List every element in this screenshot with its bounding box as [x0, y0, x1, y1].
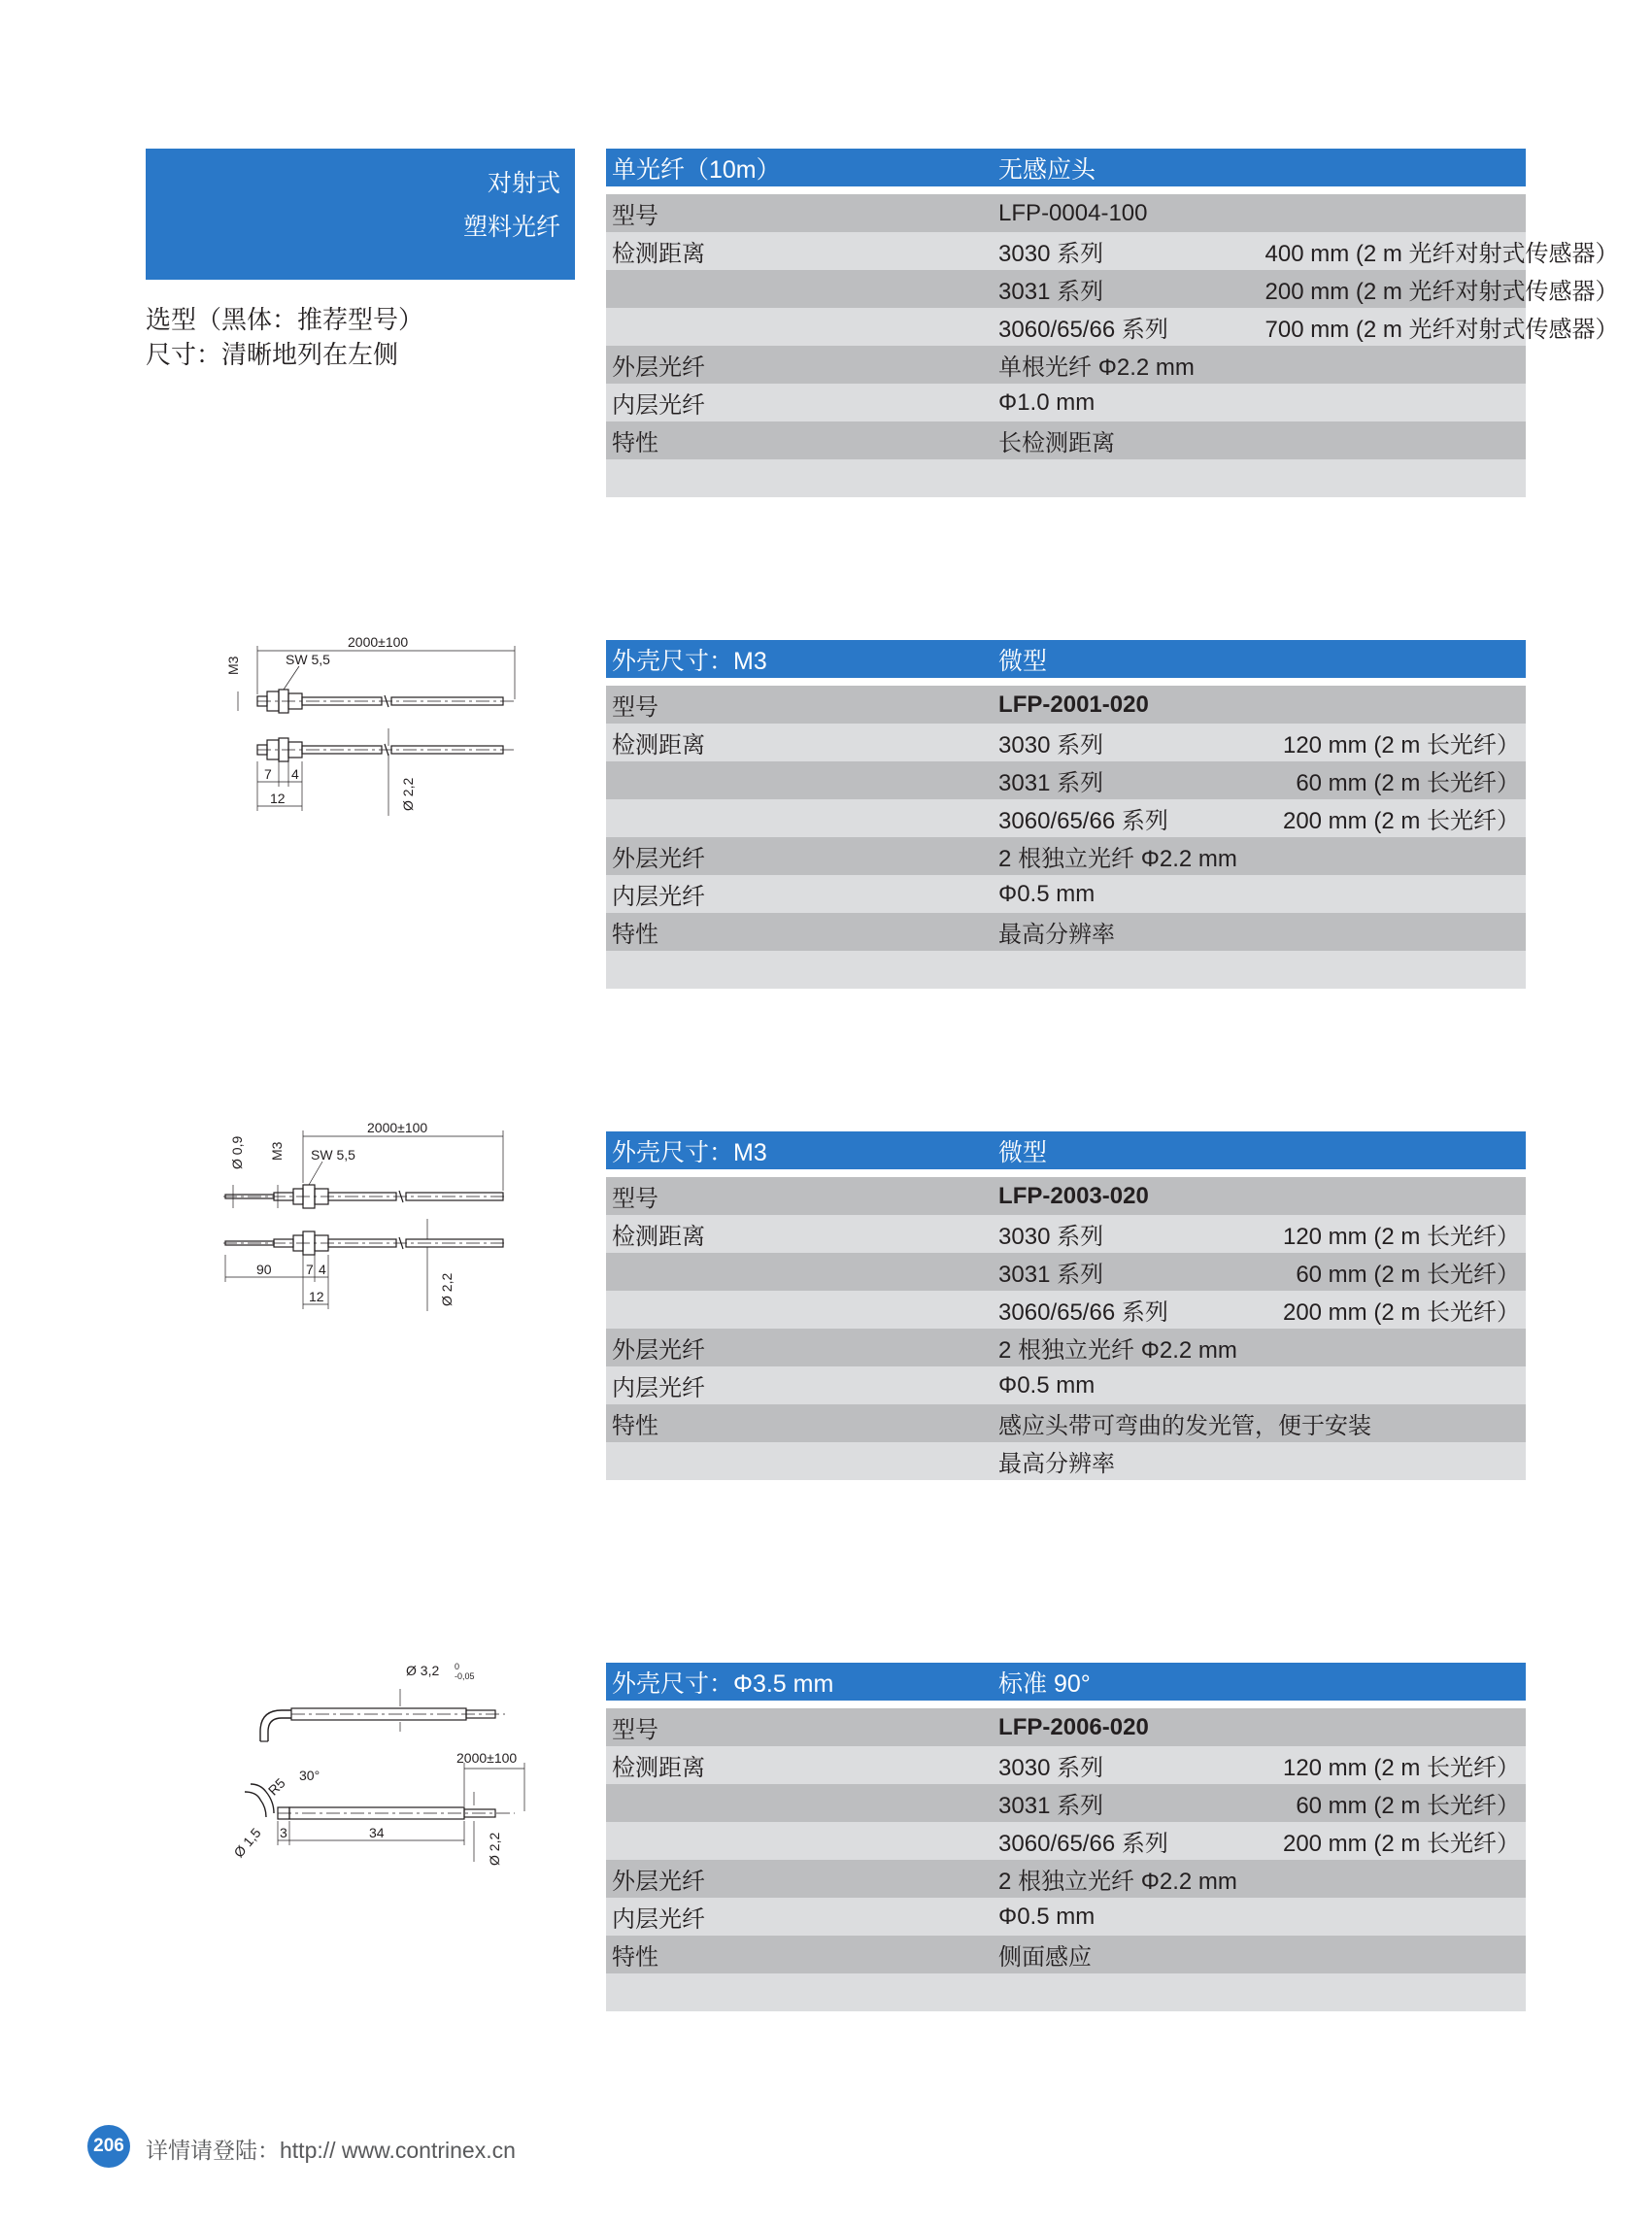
- model-label: 型号: [606, 686, 993, 724]
- inner-fiber-row: [606, 875, 1526, 913]
- length-dimension: 2000±100: [348, 634, 409, 650]
- dim-a: 7: [264, 766, 272, 782]
- distance-row: [606, 799, 1526, 837]
- inner-fiber-label: 内层光纤: [606, 875, 993, 913]
- distance-value: 60 mm (2 m 长光纤）: [1260, 1253, 1526, 1291]
- selection-note-line2: 尺寸：清晰地列在左侧: [146, 340, 399, 369]
- inner-fiber-label: 内层光纤: [606, 384, 993, 421]
- feature-value: [993, 1973, 1526, 2011]
- distance-row: [606, 1746, 1526, 1784]
- inner-fiber-value: Φ1.0 mm: [993, 384, 1526, 421]
- series-name: 3031 系列: [993, 761, 1259, 799]
- series-name: 3031 系列: [993, 270, 1259, 308]
- tube-tolerance-upper: 0: [455, 1662, 460, 1671]
- inner-fiber-value: Φ0.5 mm: [993, 875, 1526, 913]
- outer-fiber-label: 外层光纤: [606, 837, 993, 875]
- spec-header: [606, 640, 1526, 678]
- distance-row: [606, 724, 1526, 761]
- series-name: 3031 系列: [993, 1253, 1259, 1291]
- distance-label: 检测距离: [606, 1746, 993, 1784]
- model-label: 型号: [606, 194, 993, 232]
- dim-a: 3: [280, 1825, 287, 1840]
- feature-value: 感应头带可弯曲的发光管，便于安装: [993, 1404, 1526, 1442]
- feature-label: 特性: [606, 913, 993, 951]
- fiber-diameter: Ø 2,2: [487, 1832, 502, 1866]
- outer-fiber-label: 外层光纤: [606, 1329, 993, 1366]
- feature-row: [606, 1404, 1526, 1442]
- model-row: [606, 194, 1526, 232]
- inner-fiber-value: Φ0.5 mm: [993, 1898, 1526, 1936]
- fiber-diameter: Ø 2,2: [439, 1272, 455, 1306]
- inner-fiber-label: 内层光纤: [606, 1366, 993, 1404]
- feature-row: [606, 951, 1526, 989]
- series-name: 3030 系列: [993, 724, 1259, 761]
- model-number: LFP-2003-020: [993, 1177, 1259, 1215]
- thread-size: M3: [269, 1141, 285, 1161]
- inner-fiber-row: [606, 1366, 1526, 1404]
- outer-fiber-value: 2 根独立光纤 Φ2.2 mm: [993, 1329, 1526, 1366]
- distance-value: 120 mm (2 m 长光纤）: [1260, 724, 1526, 761]
- outer-fiber-label: 外层光纤: [606, 346, 993, 384]
- inner-fiber-value: Φ0.5 mm: [993, 1366, 1526, 1404]
- feature-value: 长检测距离: [993, 421, 1526, 459]
- page-number: 206: [87, 2125, 130, 2168]
- distance-value: 200 mm (2 m 长光纤）: [1260, 1291, 1526, 1329]
- bend-radius: R5: [264, 1774, 288, 1799]
- distance-row: [606, 232, 1526, 270]
- series-name: 3060/65/66 系列: [993, 1291, 1259, 1329]
- spec-table-1: [606, 149, 1619, 497]
- housing-type: 标准 90°: [993, 1663, 1526, 1701]
- distance-value: 200 mm (2 m 长光纤）: [1260, 1822, 1526, 1860]
- feature-value: 最高分辨率: [993, 1442, 1526, 1480]
- dim-b: 7: [306, 1262, 314, 1277]
- selection-note-line1: 选型（黑体：推荐型号）: [146, 305, 424, 334]
- model-number: LFP-2006-020: [993, 1708, 1259, 1746]
- dim-c: 4: [319, 1262, 326, 1277]
- feature-row: [606, 1936, 1526, 1973]
- distance-value: 700 mm (2 m 光纤对射式传感器）: [1260, 308, 1526, 346]
- distance-value: 400 mm (2 m 光纤对射式传感器）: [1260, 232, 1526, 270]
- distance-row: [606, 270, 1526, 308]
- distance-row: [606, 1215, 1526, 1253]
- feature-row: [606, 421, 1526, 459]
- dim-a: 90: [256, 1262, 272, 1277]
- outer-fiber-row: [606, 1329, 1526, 1366]
- distance-value: 120 mm (2 m 长光纤）: [1260, 1746, 1526, 1784]
- inner-fiber-label: 内层光纤: [606, 1898, 993, 1936]
- distance-value: 200 mm (2 m 长光纤）: [1260, 799, 1526, 837]
- model-row: [606, 1708, 1526, 1746]
- outer-fiber-row: [606, 837, 1526, 875]
- dimension-drawing-1: [214, 631, 524, 826]
- feature-label: 特性: [606, 1404, 993, 1442]
- distance-value: 120 mm (2 m 长光纤）: [1260, 1215, 1526, 1253]
- housing-type: 微型: [993, 640, 1526, 678]
- dimension-drawing-2: [214, 1117, 524, 1321]
- housing-type: 微型: [993, 1131, 1526, 1169]
- series-name: 3030 系列: [993, 232, 1259, 270]
- series-name: 3030 系列: [993, 1215, 1259, 1253]
- spec-table-2: [606, 640, 1526, 989]
- feature-row: [606, 1442, 1526, 1480]
- model-row: [606, 686, 1526, 724]
- spec-table-4: [606, 1663, 1526, 2011]
- series-name: 3060/65/66 系列: [993, 799, 1259, 837]
- housing-label: 外壳尺寸：M3: [606, 640, 993, 678]
- distance-row: [606, 1822, 1526, 1860]
- spec-header: [606, 1131, 1526, 1169]
- feature-value: [993, 951, 1526, 989]
- feature-value: 最高分辨率: [993, 913, 1526, 951]
- distance-label: 检测距离: [606, 1215, 993, 1253]
- distance-row: [606, 1253, 1526, 1291]
- feature-row: [606, 459, 1526, 497]
- housing-label: 外壳尺寸：Φ3.5 mm: [606, 1663, 993, 1701]
- dim-b: 4: [291, 766, 299, 782]
- housing-type: 无感应头: [993, 149, 1526, 186]
- distance-value: 60 mm (2 m 长光纤）: [1260, 761, 1526, 799]
- wrench-size: SW 5,5: [311, 1147, 355, 1163]
- distance-row: [606, 1784, 1526, 1822]
- distance-value: 200 mm (2 m 光纤对射式传感器）: [1260, 270, 1526, 308]
- length-dimension: 2000±100: [367, 1120, 428, 1135]
- series-name: 3031 系列: [993, 1784, 1259, 1822]
- model-number: LFP-2001-020: [993, 686, 1259, 724]
- outer-fiber-row: [606, 1860, 1526, 1898]
- dim-b: 34: [369, 1825, 385, 1840]
- model-label: 型号: [606, 1708, 993, 1746]
- wrench-size: SW 5,5: [286, 652, 330, 667]
- section-title-line2: 塑料光纤: [462, 214, 560, 241]
- bend-angle: 30°: [299, 1768, 320, 1783]
- outer-fiber-label: 外层光纤: [606, 1860, 993, 1898]
- feature-row: [606, 913, 1526, 951]
- spec-table-3: [606, 1131, 1526, 1480]
- feature-row: [606, 1973, 1526, 2011]
- feature-label: 特性: [606, 421, 993, 459]
- outer-fiber-value: 单根光纤 Φ2.2 mm: [993, 346, 1526, 384]
- feature-value: [993, 459, 1526, 497]
- tube-tolerance-lower: -0,05: [455, 1671, 475, 1681]
- dim-c: 12: [270, 791, 286, 806]
- outer-fiber-row: [606, 346, 1526, 384]
- feature-value: 侧面感应: [993, 1936, 1526, 1973]
- distance-value: 60 mm (2 m 长光纤）: [1260, 1784, 1526, 1822]
- distance-label: 检测距离: [606, 724, 993, 761]
- series-name: 3060/65/66 系列: [993, 1822, 1259, 1860]
- selection-note: [146, 302, 423, 372]
- series-name: 3030 系列: [993, 1746, 1259, 1784]
- spec-header: [606, 1663, 1526, 1701]
- tube-diameter: Ø 3,2: [406, 1663, 440, 1678]
- distance-row: [606, 761, 1526, 799]
- inner-fiber-row: [606, 384, 1526, 421]
- outer-fiber-value: 2 根独立光纤 Φ2.2 mm: [993, 837, 1526, 875]
- housing-label: 单光纤（10m）: [606, 149, 993, 186]
- footer-website[interactable]: 详情请登陆：http:// www.contrinex.cn: [146, 2138, 516, 2163]
- model-label: 型号: [606, 1177, 993, 1215]
- distance-label: 检测距离: [606, 232, 993, 270]
- distance-row: [606, 1291, 1526, 1329]
- tip-diameter: Ø 0,9: [229, 1135, 245, 1169]
- model-number: LFP-0004-100: [993, 194, 1259, 232]
- series-name: 3060/65/66 系列: [993, 308, 1259, 346]
- housing-label: 外壳尺寸：M3: [606, 1131, 993, 1169]
- tip-diameter: Ø 1,5: [230, 1825, 264, 1861]
- dim-d: 12: [309, 1289, 324, 1304]
- inner-fiber-row: [606, 1898, 1526, 1936]
- thread-size: M3: [225, 656, 241, 675]
- model-row: [606, 1177, 1526, 1215]
- spec-header: [606, 149, 1526, 186]
- distance-row: [606, 308, 1526, 346]
- length-dimension: 2000±100: [456, 1750, 518, 1766]
- section-title-line1: 对射式: [487, 170, 560, 197]
- outer-fiber-value: 2 根独立光纤 Φ2.2 mm: [993, 1860, 1526, 1898]
- section-title-box: [146, 149, 575, 280]
- dimension-drawing-3: [214, 1646, 544, 1865]
- feature-label: 特性: [606, 1936, 993, 1973]
- fiber-diameter: Ø 2,2: [400, 777, 416, 811]
